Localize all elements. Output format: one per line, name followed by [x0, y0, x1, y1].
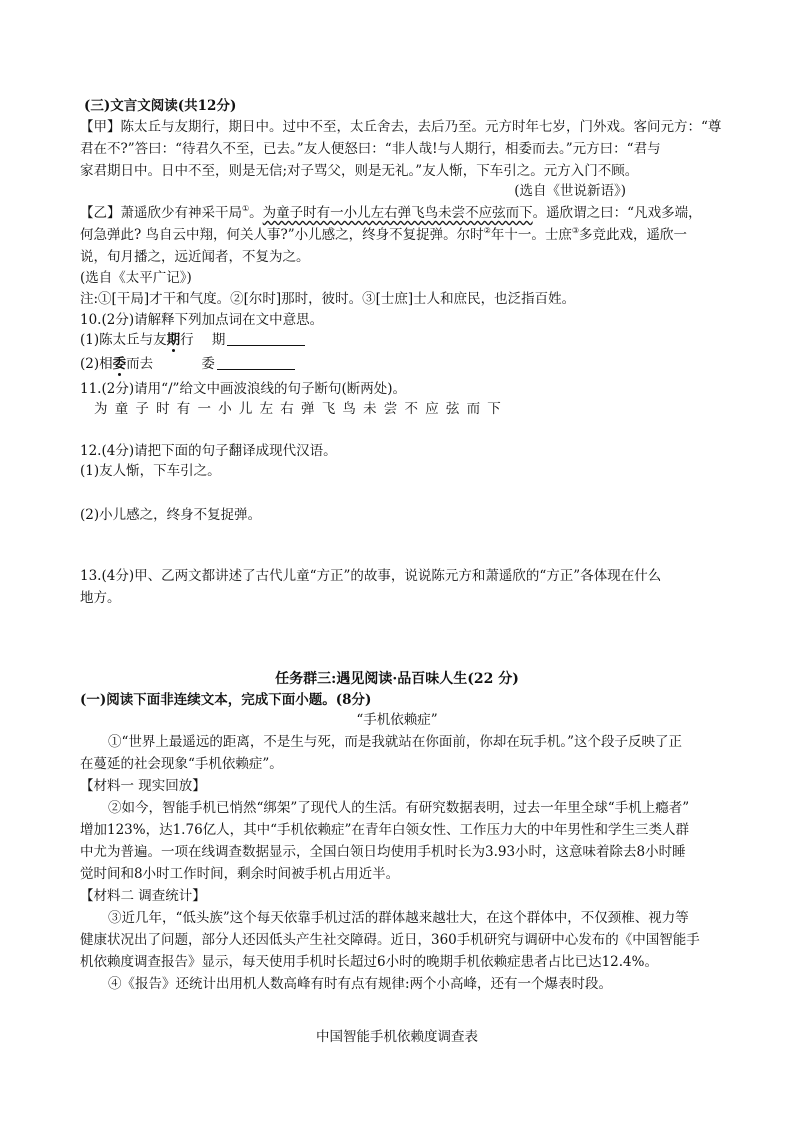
- question-10-item-2: (2)相委而去 委: [80, 354, 295, 374]
- question-12-item-1: (1)友人惭，下车引之。: [80, 463, 221, 479]
- paragraph-2-line-3: 中尤为普遍。一项在线调查数据显示，全国白领日均使用手机时长为3.93小时，这意味着除去8小时睡: [80, 844, 686, 860]
- question-10-item-1: (1)陈太丘与友期行 期: [80, 330, 305, 350]
- passage-jia-line-1: 【甲】陈太丘与友期行，期日中。过中不至，太丘舍去，去后乃至。元方时年七岁，门外戏。客问元方：“尊: [80, 119, 722, 135]
- survey-table-title: 中国智能手机依赖度调查表: [316, 1029, 478, 1045]
- paragraph-4: ④《报告》还统计出用机人数高峰有时有点有规律:两个小高峰，还有一个爆表时段。: [108, 976, 613, 992]
- material-2-label: 【材料二 调查统计】: [80, 888, 206, 904]
- passage-jia-source: (选自《世说新语》): [514, 183, 626, 199]
- passage-yi-line-2: 何急弹此? 鸟自云中翔，何关人事?”小儿感之，终身不复捉弹。尔时②年十一。士庶③多竞此戏，遥欣一: [80, 226, 688, 243]
- task-group-title: 任务群三:遇见阅读·品百味人生(22 分): [275, 671, 519, 687]
- passage-jia-line-2: 君在不?”答曰：“待君久不至，已去。”友人便怒曰：“非人哉!与人期行，相委而去。”元方曰：“君与: [80, 141, 661, 157]
- question-11-sentence: 为童子时有一小儿左右弹飞鸟未尝不应弦而下: [94, 401, 508, 417]
- answer-blank-2[interactable]: [217, 355, 295, 370]
- question-13-line-2: 地方。: [80, 590, 121, 606]
- paragraph-1-line-1: ①“世界上最遥远的距离，不是生与死，而是我就站在你面前，你却在玩手机。”这个段子反映了正: [108, 734, 683, 750]
- question-12-stem: 12.(4分)请把下面的句子翻译成现代汉语。: [80, 443, 337, 459]
- dotted-word: 委: [112, 356, 127, 372]
- annotation-note: 注:①[干局]才干和气度。②[尔时]那时，彼时。③[士庶]士人和庶民，也泛指百姓。: [80, 291, 576, 307]
- paragraph-2-line-4: 觉时间和8小时工作时间，剩余时间被手机占用近半。: [80, 866, 400, 882]
- passage-jia-line-3: 家君期日中。日中不至，则是无信;对子骂父，则是无礼。”友人惭，下车引之。元方入门不顾。: [80, 163, 639, 179]
- essay-title: “手机依赖症”: [356, 712, 438, 728]
- passage-yi-line-3: 说，旬月播之，远近闻者，不复为之。: [80, 249, 310, 265]
- passage-yi-source: (选自《太平广记》): [80, 270, 192, 286]
- paragraph-2-line-2: 增加123%，达1.76亿人，其中“手机依赖症”在青年白领女性、工作压力大的中年男性和学生三类人群: [80, 822, 689, 838]
- paragraph-3-line-3: 机依赖度调查报告》显示，每天使用手机时长超过6小时的晚期手机依赖症患者占比已达12.4%。: [80, 954, 658, 970]
- paragraph-3-line-1: ③近几年，“低头族”这个每天依靠手机过活的群体越来越壮大，在这个群体中，不仅颈椎、视力等: [108, 910, 689, 926]
- passage-yi-line-1: 【乙】萧遥欣少有神采干局①。为童子时有一小儿左右弹飞鸟未尝不应弦而下。遥欣谓之曰：“凡戏多端，: [80, 204, 702, 221]
- wavy-underlined-sentence: 为童子时有一小儿左右弹飞鸟未尝不应弦而下: [262, 205, 533, 221]
- answer-blank-1[interactable]: [227, 331, 305, 346]
- question-11-stem: 11.(2分)请用“/”给文中画波浪线的句子断句(断两处)。: [80, 381, 406, 397]
- paragraph-2-line-1: ②如今，智能手机已悄然“绑架”了现代人的生活。有研究数据表明，过去一年里全球“手机上瘾者”: [108, 800, 690, 816]
- paragraph-3-line-2: 健康状况出了问题，部分人还因低头产生社交障碍。近日，360手机研究与调研中心发布的《中国智能手: [80, 932, 700, 948]
- reading-section-subtitle: (一)阅读下面非连续文本，完成下面小题。(8分): [80, 692, 372, 708]
- question-13-line-1: 13.(4分)甲、乙两文都讲述了古代儿童“方正”的故事，说说陈元方和萧遥欣的“方正”各体现在什么: [80, 568, 662, 584]
- section-title-classical: (三)文言文阅读(共12分): [84, 98, 237, 114]
- material-1-label: 【材料一 现实回放】: [80, 778, 206, 794]
- dotted-word: 期: [166, 332, 181, 348]
- question-10-stem: 10.(2分)请解释下列加点词在文中意思。: [80, 312, 324, 328]
- question-12-item-2: (2)小儿感之，终身不复捉弹。: [80, 507, 262, 523]
- paragraph-1-line-2: 在蔓延的社会现象“手机依赖症”。: [80, 756, 283, 772]
